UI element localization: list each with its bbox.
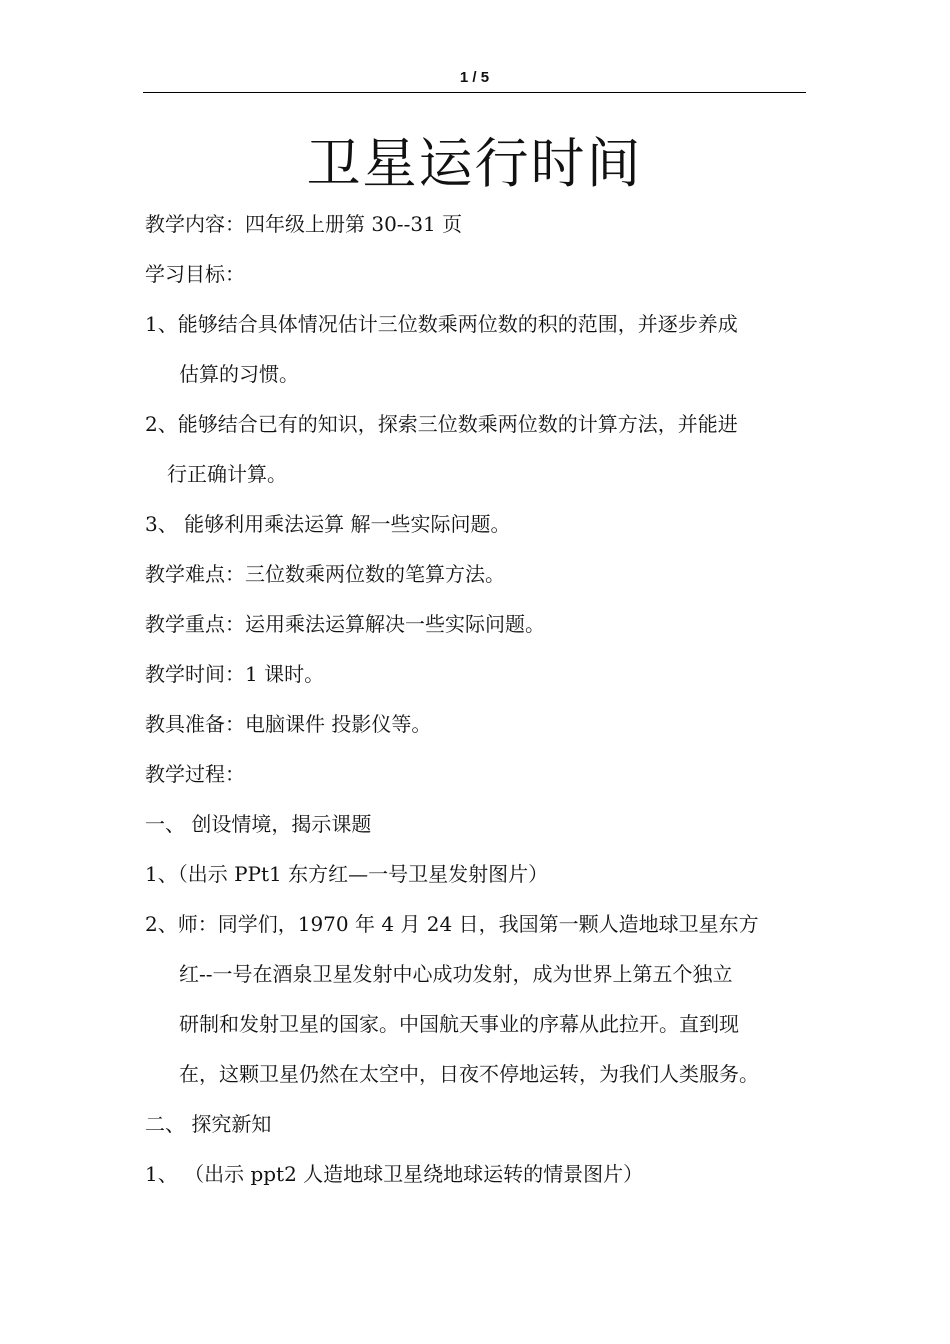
document-title: 卫星运行时间 [306, 132, 643, 195]
text-line: 教学难点：三位数乘两位数的笔算方法。 [145, 562, 505, 586]
text-line: 教学重点：运用乘法运算解决一些实际问题。 [145, 612, 545, 636]
text-line: 1、（出示 PPt1 东方红—一号卫星发射图片） [145, 862, 549, 886]
document-body [145, 199, 815, 1199]
text-line: 行正确计算。 [167, 462, 287, 486]
text-line: 教学时间：1 课时。 [145, 662, 325, 686]
text-line: 教学内容：四年级上册第 30--31 页 [145, 212, 463, 236]
text-line: 估算的习惯。 [179, 362, 299, 386]
text-line: 二、 探究新知 [145, 1112, 272, 1136]
text-line: 1、能够结合具体情况估计三位数乘两位数的积的范围，并逐步养成 [145, 312, 738, 336]
text-line: 2、师：同学们，1970 年 4 月 24 日，我国第一颗人造地球卫星东方 [145, 912, 759, 936]
text-line: 2、能够结合已有的知识，探索三位数乘两位数的计算方法，并能进 [145, 412, 738, 436]
text-line: 学习目标： [145, 262, 245, 286]
text-line: 红--一号在酒泉卫星发射中心成功发射，成为世界上第五个独立 [179, 962, 733, 986]
text-line: 教具准备：电脑课件 投影仪等。 [145, 712, 432, 736]
text-line: 在，这颗卫星仍然在太空中，日夜不停地运转，为我们人类服务。 [179, 1062, 759, 1086]
text-line: 1、 （出示 ppt2 人造地球卫星绕地球运转的情景图片） [145, 1162, 644, 1186]
text-line: 一、 创设情境，揭示课题 [145, 812, 372, 836]
text-line: 研制和发射卫星的国家。中国航天事业的序幕从此拉开。直到现 [179, 1012, 739, 1036]
text-line: 教学过程： [145, 762, 245, 786]
page-number-header: 1 / 5 [459, 69, 490, 86]
header-divider [143, 92, 806, 93]
text-line: 3、 能够利用乘法运算 解一些实际问题。 [145, 512, 511, 536]
